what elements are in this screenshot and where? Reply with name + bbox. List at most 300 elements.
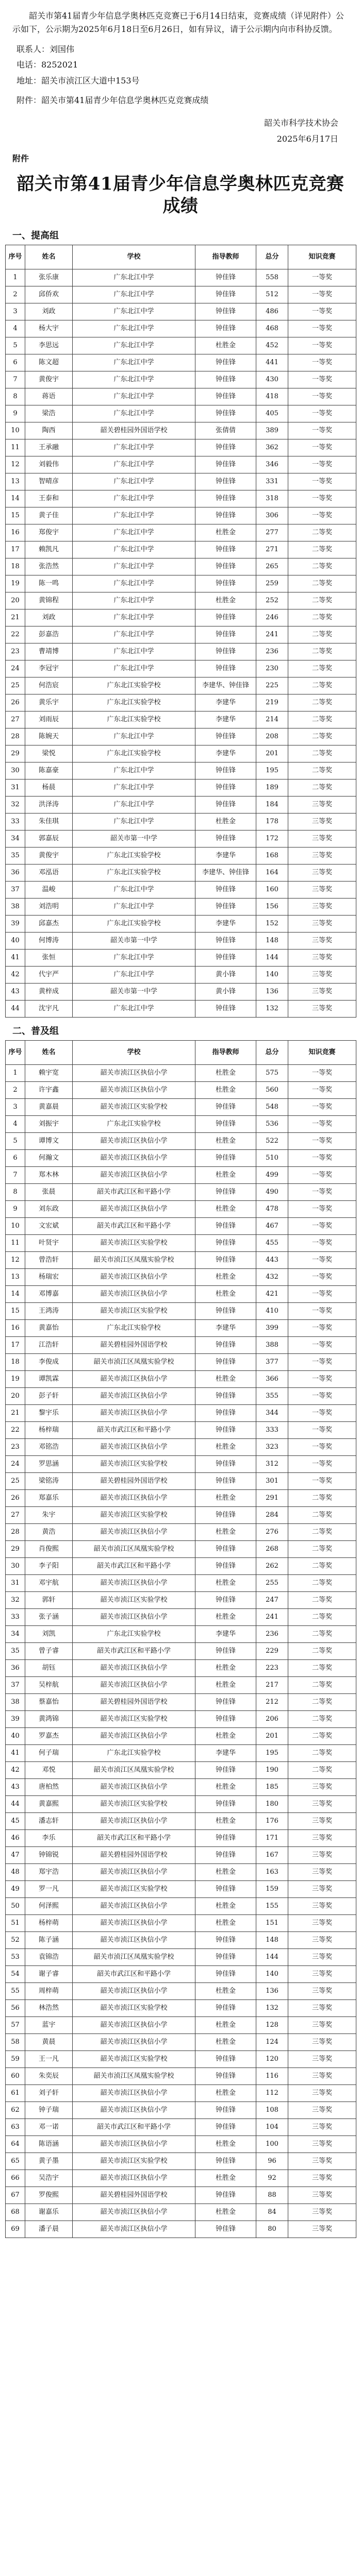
table-row xyxy=(6,2017,356,2034)
table-row xyxy=(6,1609,356,1626)
cell-score: 206 xyxy=(256,1711,288,1728)
cell-score: 318 xyxy=(256,490,288,507)
cell-seq: 45 xyxy=(6,1813,25,1830)
cell-teacher: 杜胜金 xyxy=(195,1898,256,1915)
cell-name: 陈文超 xyxy=(25,354,73,371)
cell-teacher: 钟佳锋 xyxy=(195,1966,256,1983)
table-body xyxy=(6,269,356,1018)
cell-teacher: 钟佳锋 xyxy=(195,558,256,575)
cell-name: 钟子瑞 xyxy=(25,2102,73,2119)
section-advanced xyxy=(0,222,361,1018)
cell-school: 广东北江中学 xyxy=(73,524,195,541)
cell-school: 广东北江中学 xyxy=(73,558,195,575)
cell-seq: 41 xyxy=(6,1745,25,1762)
cell-award: 一等奖 xyxy=(288,1354,356,1371)
cell-award: 三等奖 xyxy=(288,1830,356,1847)
cell-seq: 30 xyxy=(6,762,25,779)
cell-school: 韶关市浈江区执信小学 xyxy=(73,1371,195,1388)
table-row xyxy=(6,1167,356,1184)
cell-name: 林浩然 xyxy=(25,2000,73,2017)
cell-name: 黎宇乐 xyxy=(25,1405,73,1422)
cell-score: 443 xyxy=(256,1252,288,1269)
cell-name: 郭轩 xyxy=(25,1592,73,1609)
table-row xyxy=(6,933,356,950)
cell-score: 112 xyxy=(256,2085,288,2102)
cell-teacher: 钟佳锋 xyxy=(195,1001,256,1018)
cell-teacher: 钟佳锋 xyxy=(195,2221,256,2238)
cell-school: 韶关碧桂园外国语学校 xyxy=(73,1694,195,1711)
cell-seq: 40 xyxy=(6,933,25,950)
cell-score: 116 xyxy=(256,2068,288,2085)
table-row xyxy=(6,660,356,677)
cell-school: 广东北江中学 xyxy=(73,507,195,524)
cell-seq: 14 xyxy=(6,1286,25,1303)
cell-school: 韶关市浈江区执信小学 xyxy=(73,2221,195,2238)
cell-award: 二等奖 xyxy=(288,1541,356,1558)
cell-teacher: 钟佳锋 xyxy=(195,2119,256,2136)
cell-teacher: 钟佳锋 xyxy=(195,1218,256,1235)
cell-teacher: 钟佳锋 xyxy=(195,1354,256,1371)
cell-award: 二等奖 xyxy=(288,1762,356,1779)
cell-school: 韶关市浈江区实验学校 xyxy=(73,1881,195,1898)
table-row xyxy=(6,1201,356,1218)
table-row xyxy=(6,1847,356,1864)
cell-award: 一等奖 xyxy=(288,1065,356,1082)
table-row xyxy=(6,1001,356,1018)
cell-score: 268 xyxy=(256,1541,288,1558)
cell-award: 二等奖 xyxy=(288,1558,356,1575)
cell-name: 李思远 xyxy=(25,337,73,354)
cell-award: 一等奖 xyxy=(288,1303,356,1320)
cell-award: 二等奖 xyxy=(288,745,356,762)
cell-award: 一等奖 xyxy=(288,1422,356,1439)
cell-score: 455 xyxy=(256,1235,288,1252)
table-row xyxy=(6,1813,356,1830)
table-row xyxy=(6,899,356,916)
cell-name: 邱侨欢 xyxy=(25,286,73,303)
table-row xyxy=(6,592,356,609)
table-row xyxy=(6,303,356,320)
table-row xyxy=(6,354,356,371)
table-row xyxy=(6,882,356,899)
table-row xyxy=(6,1473,356,1490)
cell-seq: 65 xyxy=(6,2153,25,2170)
cell-teacher: 钟佳锋 xyxy=(195,882,256,899)
table-row xyxy=(6,2170,356,2187)
header-score: 总分 xyxy=(256,1041,288,1065)
cell-name: 何泽熙 xyxy=(25,1898,73,1915)
cell-name: 王鸿涛 xyxy=(25,1303,73,1320)
cell-award: 一等奖 xyxy=(288,303,356,320)
cell-school: 广东北江中学 xyxy=(73,592,195,609)
cell-school: 广东北江中学 xyxy=(73,762,195,779)
cell-score: 467 xyxy=(256,1218,288,1235)
cell-seq: 1 xyxy=(6,269,25,286)
header-school: 学校 xyxy=(73,1041,195,1065)
cell-award: 三等奖 xyxy=(288,2017,356,2034)
cell-award: 一等奖 xyxy=(288,1201,356,1218)
cell-seq: 14 xyxy=(6,490,25,507)
table-row xyxy=(6,677,356,694)
cell-score: 219 xyxy=(256,694,288,711)
cell-score: 276 xyxy=(256,1524,288,1541)
cell-score: 271 xyxy=(256,541,288,558)
cell-teacher: 杜胜金 xyxy=(195,2136,256,2153)
cell-award: 二等奖 xyxy=(288,592,356,609)
cell-score: 167 xyxy=(256,1847,288,1864)
cell-teacher: 钟佳锋 xyxy=(195,1830,256,1847)
cell-teacher: 钟佳锋 xyxy=(195,1252,256,1269)
cell-school: 广东北江实验学校 xyxy=(73,916,195,933)
cell-name: 刘浩明 xyxy=(25,899,73,916)
cell-teacher: 钟佳锋 xyxy=(195,2051,256,2068)
cell-score: 201 xyxy=(256,745,288,762)
cell-score: 259 xyxy=(256,575,288,592)
cell-score: 164 xyxy=(256,865,288,882)
cell-school: 韶关市武江区和平路小学 xyxy=(73,1422,195,1439)
cell-seq: 32 xyxy=(6,1592,25,1609)
cell-seq: 56 xyxy=(6,2000,25,2017)
cell-award: 一等奖 xyxy=(288,388,356,405)
cell-name: 杨梓萌 xyxy=(25,1915,73,1932)
cell-score: 430 xyxy=(256,371,288,388)
cell-teacher: 钟佳锋 xyxy=(195,643,256,660)
cell-award: 三等奖 xyxy=(288,933,356,950)
table-row xyxy=(6,916,356,933)
cell-teacher: 钟佳锋 xyxy=(195,2000,256,2017)
cell-school: 广东北江中学 xyxy=(73,1001,195,1018)
cell-teacher: 钟佳锋 xyxy=(195,320,256,337)
cell-award: 一等奖 xyxy=(288,1286,356,1303)
cell-award: 一等奖 xyxy=(288,1269,356,1286)
cell-award: 三等奖 xyxy=(288,2136,356,2153)
cell-seq: 8 xyxy=(6,388,25,405)
cell-seq: 55 xyxy=(6,1983,25,2000)
cell-teacher: 杜胜金 xyxy=(195,1286,256,1303)
cell-name: 黄子佳 xyxy=(25,507,73,524)
cell-school: 韶关市浈江区执信小学 xyxy=(73,1286,195,1303)
cell-teacher: 杜胜金 xyxy=(195,1915,256,1932)
cell-award: 一等奖 xyxy=(288,490,356,507)
cell-seq: 2 xyxy=(6,286,25,303)
cell-seq: 17 xyxy=(6,1337,25,1354)
cell-award: 三等奖 xyxy=(288,1001,356,1018)
cell-seq: 31 xyxy=(6,779,25,796)
cell-award: 二等奖 xyxy=(288,1609,356,1626)
header-award: 知识竞赛 xyxy=(288,245,356,269)
table-row xyxy=(6,626,356,643)
cell-seq: 13 xyxy=(6,1269,25,1286)
table-row xyxy=(6,1898,356,1915)
cell-seq: 33 xyxy=(6,1609,25,1626)
cell-score: 195 xyxy=(256,1745,288,1762)
cell-name: 何子瑞 xyxy=(25,1745,73,1762)
cell-award: 二等奖 xyxy=(288,1524,356,1541)
table-row xyxy=(6,1235,356,1252)
cell-name: 蒋语 xyxy=(25,388,73,405)
cell-teacher: 钟佳锋 xyxy=(195,728,256,745)
cell-name: 彭子轩 xyxy=(25,1388,73,1405)
cell-seq: 35 xyxy=(6,848,25,865)
cell-teacher: 钟佳锋 xyxy=(195,269,256,286)
cell-teacher: 钟佳锋 xyxy=(195,1881,256,1898)
cell-award: 三等奖 xyxy=(288,848,356,865)
cell-school: 韶关市浈江区执信小学 xyxy=(73,1575,195,1592)
cell-teacher: 杜胜金 xyxy=(195,1524,256,1541)
table-row xyxy=(6,1099,356,1116)
table-row xyxy=(6,2136,356,2153)
cell-school: 韶关市浈江区执信小学 xyxy=(73,1660,195,1677)
signature xyxy=(0,115,361,147)
cell-teacher: 钟佳锋 xyxy=(195,1643,256,1660)
cell-teacher: 杜胜金 xyxy=(195,1201,256,1218)
section-title: 一、提高组 xyxy=(12,230,59,242)
cell-teacher: 杜胜金 xyxy=(195,1490,256,1507)
cell-school: 韶关市浈江区执信小学 xyxy=(73,1490,195,1507)
cell-school: 广东北江实验学校 xyxy=(73,865,195,882)
cell-school: 韶关市第一中学 xyxy=(73,984,195,1001)
cell-school: 韶关市武江区和平路小学 xyxy=(73,1643,195,1660)
table-row xyxy=(6,1320,356,1337)
table-row xyxy=(6,1966,356,1983)
cell-award: 二等奖 xyxy=(288,1626,356,1643)
cell-seq: 41 xyxy=(6,950,25,967)
cell-school: 韶关市浈江区凤凰实验学校 xyxy=(73,1762,195,1779)
cell-score: 262 xyxy=(256,1558,288,1575)
cell-seq: 10 xyxy=(6,422,25,439)
cell-score: 171 xyxy=(256,1830,288,1847)
cell-teacher: 钟佳锋 xyxy=(195,1184,256,1201)
cell-school: 韶关市浈江区执信小学 xyxy=(73,1983,195,2000)
cell-seq: 20 xyxy=(6,592,25,609)
cell-seq: 15 xyxy=(6,507,25,524)
cell-school: 广东北江实验学校 xyxy=(73,694,195,711)
table-row xyxy=(6,1762,356,1779)
table-row xyxy=(6,1337,356,1354)
cell-seq: 25 xyxy=(6,677,25,694)
cell-seq: 3 xyxy=(6,1099,25,1116)
cell-seq: 29 xyxy=(6,1541,25,1558)
table-row xyxy=(6,1116,356,1133)
cell-school: 韶关市浈江区执信小学 xyxy=(73,1915,195,1932)
cell-school: 韶关市武江区和平路小学 xyxy=(73,1184,195,1201)
cell-seq: 36 xyxy=(6,1660,25,1677)
cell-name: 郑嘉乐 xyxy=(25,1490,73,1507)
table-row xyxy=(6,1660,356,1677)
table-row xyxy=(6,269,356,286)
cell-school: 韶关市浈江区凤凰实验学校 xyxy=(73,2068,195,2085)
cell-score: 104 xyxy=(256,2119,288,2136)
cell-name: 杨梓瑞 xyxy=(25,1422,73,1439)
cell-school: 韶关市浈江区凤凰实验学校 xyxy=(73,1252,195,1269)
cell-school: 韶关市浈江区执信小学 xyxy=(73,1677,195,1694)
table-row xyxy=(6,643,356,660)
cell-teacher: 钟佳锋 xyxy=(195,1405,256,1422)
cell-name: 陈一鸣 xyxy=(25,575,73,592)
cell-school: 广东北江中学 xyxy=(73,354,195,371)
cell-score: 178 xyxy=(256,814,288,831)
cell-teacher: 钟佳锋 xyxy=(195,575,256,592)
cell-seq: 37 xyxy=(6,882,25,899)
table-row xyxy=(6,950,356,967)
cell-teacher: 李建华 xyxy=(195,1626,256,1643)
table-row xyxy=(6,796,356,814)
cell-teacher: 杜胜金 xyxy=(195,2170,256,2187)
cell-award: 二等奖 xyxy=(288,660,356,677)
cell-award: 一等奖 xyxy=(288,1252,356,1269)
cell-seq: 48 xyxy=(6,1864,25,1881)
cell-score: 490 xyxy=(256,1184,288,1201)
cell-name: 黄晨 xyxy=(25,2034,73,2051)
cell-teacher: 杜胜金 xyxy=(195,814,256,831)
cell-score: 156 xyxy=(256,899,288,916)
cell-award: 二等奖 xyxy=(288,643,356,660)
cell-school: 韶关市武江区和平路小学 xyxy=(73,2119,195,2136)
cell-score: 236 xyxy=(256,643,288,660)
cell-name: 张晨 xyxy=(25,1184,73,1201)
cell-award: 一等奖 xyxy=(288,1320,356,1337)
cell-award: 二等奖 xyxy=(288,728,356,745)
cell-name: 江浩轩 xyxy=(25,1337,73,1354)
table-row xyxy=(6,405,356,422)
cell-name: 张浩然 xyxy=(25,558,73,575)
cell-award: 三等奖 xyxy=(288,916,356,933)
cell-name: 郭嘉辰 xyxy=(25,831,73,848)
cell-teacher: 钟佳锋 xyxy=(195,1150,256,1167)
cell-score: 499 xyxy=(256,1167,288,1184)
table-row xyxy=(6,865,356,882)
cell-score: 151 xyxy=(256,1915,288,1932)
cell-seq: 28 xyxy=(6,1524,25,1541)
cell-teacher: 钟佳锋 xyxy=(195,490,256,507)
cell-score: 163 xyxy=(256,1864,288,1881)
cell-name: 朱奕辰 xyxy=(25,2068,73,2085)
notice-contact xyxy=(0,42,361,89)
header-seq: 序号 xyxy=(6,245,25,269)
cell-award: 三等奖 xyxy=(288,2034,356,2051)
table-row xyxy=(6,1439,356,1456)
cell-score: 140 xyxy=(256,1966,288,1983)
cell-award: 二等奖 xyxy=(288,541,356,558)
cell-seq: 66 xyxy=(6,2170,25,2187)
cell-name: 张恒 xyxy=(25,950,73,967)
cell-school: 广东北江中学 xyxy=(73,405,195,422)
table-row xyxy=(6,388,356,405)
cell-score: 225 xyxy=(256,677,288,694)
cell-score: 575 xyxy=(256,1065,288,1082)
cell-seq: 38 xyxy=(6,899,25,916)
cell-school: 广东北江中学 xyxy=(73,779,195,796)
cell-name: 潘志轩 xyxy=(25,1813,73,1830)
table-row xyxy=(6,1694,356,1711)
table-row xyxy=(6,1541,356,1558)
header-name: 姓名 xyxy=(25,245,73,269)
cell-teacher: 钟佳锋 xyxy=(195,1541,256,1558)
cell-seq: 67 xyxy=(6,2187,25,2204)
cell-teacher: 钟佳锋 xyxy=(195,405,256,422)
cell-school: 韶关市浈江区执信小学 xyxy=(73,1813,195,1830)
cell-award: 一等奖 xyxy=(288,405,356,422)
cell-school: 广东北江中学 xyxy=(73,337,195,354)
cell-score: 510 xyxy=(256,1150,288,1167)
cell-school: 广东北江中学 xyxy=(73,473,195,490)
cell-teacher: 钟佳锋 xyxy=(195,1422,256,1439)
table-row xyxy=(6,1592,356,1609)
cell-seq: 28 xyxy=(6,728,25,745)
cell-school: 韶关市浈江区实验学校 xyxy=(73,2000,195,2017)
table-row xyxy=(6,1405,356,1422)
cell-award: 三等奖 xyxy=(288,1932,356,1949)
cell-award: 三等奖 xyxy=(288,1864,356,1881)
table-row xyxy=(6,1065,356,1082)
cell-seq: 50 xyxy=(6,1898,25,1915)
table-row xyxy=(6,1354,356,1371)
cell-teacher: 杜胜金 xyxy=(195,1133,256,1150)
cell-teacher: 钟佳锋 xyxy=(195,950,256,967)
cell-name: 何博涛 xyxy=(25,933,73,950)
cell-score: 144 xyxy=(256,950,288,967)
cell-award: 一等奖 xyxy=(288,507,356,524)
cell-teacher: 钟佳锋 xyxy=(195,1303,256,1320)
cell-teacher: 李建华、钟佳锋 xyxy=(195,865,256,882)
cell-award: 三等奖 xyxy=(288,814,356,831)
cell-seq: 38 xyxy=(6,1694,25,1711)
cell-teacher: 钟佳锋 xyxy=(195,1711,256,1728)
cell-award: 三等奖 xyxy=(288,831,356,848)
cell-seq: 9 xyxy=(6,1201,25,1218)
cell-name: 赖宇宽 xyxy=(25,1065,73,1082)
cell-seq: 13 xyxy=(6,473,25,490)
cell-award: 二等奖 xyxy=(288,677,356,694)
cell-seq: 31 xyxy=(6,1575,25,1592)
cell-school: 韶关市浈江区实验学校 xyxy=(73,1235,195,1252)
table-row xyxy=(6,320,356,337)
cell-teacher: 杜胜金 xyxy=(195,592,256,609)
table-row xyxy=(6,2000,356,2017)
cell-award: 一等奖 xyxy=(288,1456,356,1473)
cell-teacher: 钟佳锋 xyxy=(195,1456,256,1473)
table-row xyxy=(6,524,356,541)
cell-teacher: 杜胜金 xyxy=(195,2085,256,2102)
cell-score: 168 xyxy=(256,848,288,865)
cell-school: 韶关市浈江区执信小学 xyxy=(73,1388,195,1405)
cell-teacher: 钟佳锋 xyxy=(195,507,256,524)
cell-school: 广东北江中学 xyxy=(73,575,195,592)
table-row xyxy=(6,1728,356,1745)
cell-school: 韶关市浈江区执信小学 xyxy=(73,1898,195,1915)
cell-award: 二等奖 xyxy=(288,779,356,796)
cell-score: 512 xyxy=(256,286,288,303)
cell-award: 三等奖 xyxy=(288,1966,356,1983)
cell-name: 王一凡 xyxy=(25,2051,73,2068)
cell-seq: 62 xyxy=(6,2102,25,2119)
cell-award: 二等奖 xyxy=(288,1694,356,1711)
cell-name: 曾浩轩 xyxy=(25,1252,73,1269)
cell-score: 100 xyxy=(256,2136,288,2153)
cell-teacher: 杜胜金 xyxy=(195,1609,256,1626)
cell-award: 一等奖 xyxy=(288,1116,356,1133)
cell-name: 陶西 xyxy=(25,422,73,439)
cell-name: 朱宇 xyxy=(25,1507,73,1524)
cell-teacher: 钟佳锋 xyxy=(195,439,256,456)
cell-name: 许宇鑫 xyxy=(25,1082,73,1099)
cell-award: 一等奖 xyxy=(288,337,356,354)
cell-award: 三等奖 xyxy=(288,1915,356,1932)
table-row xyxy=(6,1456,356,1473)
cell-score: 255 xyxy=(256,1575,288,1592)
cell-award: 一等奖 xyxy=(288,473,356,490)
cell-seq: 43 xyxy=(6,1779,25,1796)
